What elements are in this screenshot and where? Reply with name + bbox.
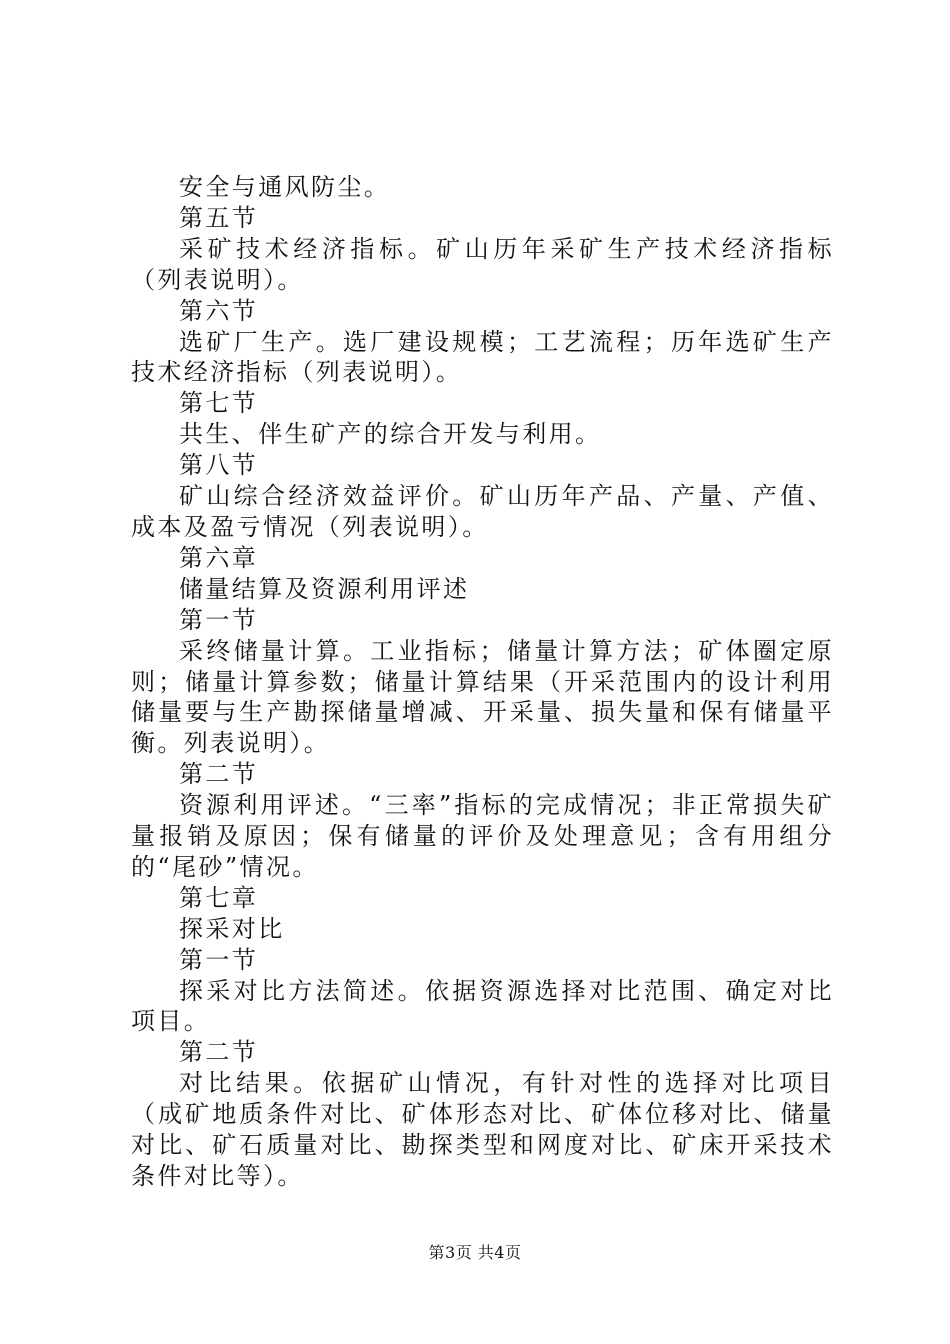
paragraph: 选矿厂生产。选厂建设规模；工艺流程；历年选矿生产技术经济指标（列表说明）。 <box>131 327 834 387</box>
chapter-title: 探采对比 <box>179 914 285 943</box>
section-heading: 第一节 <box>179 605 259 634</box>
section-heading: 第六节 <box>179 296 259 325</box>
page-footer <box>0 1243 950 1263</box>
chapter-heading: 第六章 <box>179 543 259 572</box>
chapter-title: 储量结算及资源利用评述 <box>179 574 470 603</box>
paragraph: 资源利用评述。“三率”指标的完成情况；非正常损失矿量报销及原因；保有储量的评价及处理意见；含有用组分的“尾砂”情况。 <box>131 791 834 881</box>
paragraph: 探采对比方法简述。依据资源选择对比范围、确定对比项目。 <box>131 976 834 1036</box>
document-body <box>131 172 834 1192</box>
section-heading: 第五节 <box>179 203 259 232</box>
section-heading: 第八节 <box>179 451 259 480</box>
page-number: 第3页 共4页 <box>428 1243 522 1262</box>
section-heading: 第七节 <box>179 389 259 418</box>
section-heading: 第一节 <box>179 945 259 974</box>
paragraph: 采终储量计算。工业指标；储量计算方法；矿体圈定原则；储量计算参数；储量计算结果（开采范围内的设计利用储量要与生产勘探储量增减、开采量、损失量和保有储量平衡。列表说明）。 <box>131 636 834 758</box>
paragraph: 采矿技术经济指标。矿山历年采矿生产技术经济指标（列表说明）。 <box>131 234 834 294</box>
section-heading: 第二节 <box>179 1038 259 1067</box>
section-heading: 第二节 <box>179 760 259 789</box>
paragraph: 对比结果。依据矿山情况，有针对性的选择对比项目（成矿地质条件对比、矿体形态对比、矿体位移对比、储量对比、矿石质量对比、勘探类型和网度对比、矿床开采技术条件对比等）。 <box>131 1069 834 1190</box>
paragraph: 安全与通风防尘。 <box>179 173 391 201</box>
paragraph: 共生、伴生矿产的综合开发与利用。 <box>179 420 602 449</box>
paragraph: 矿山综合经济效益评价。矿山历年产品、产量、产值、成本及盈亏情况（列表说明）。 <box>131 482 834 541</box>
chapter-heading: 第七章 <box>179 883 259 912</box>
